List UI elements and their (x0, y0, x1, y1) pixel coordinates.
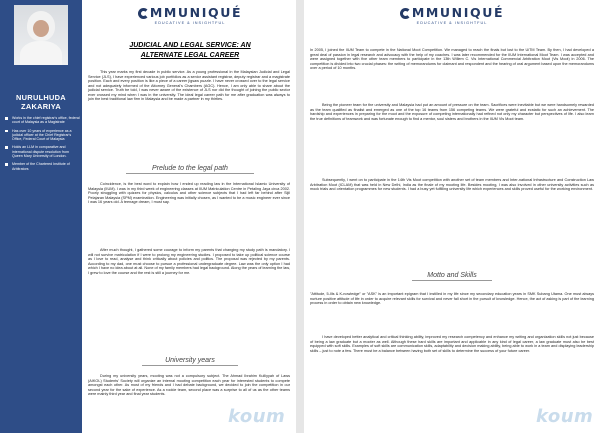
page2-paragraph-2: Being the pioneer team for the university and Malaysia had put an amount of pressure on the team. Sacrifices were inevitable but we were handsomely rewarded as the team qualified as finalist and emerged as one of the top 16 teams from 156 competing teams. We were grateful and ecstatic for such an achievement. The hardship and experiences in preparing for the moot and the exposure of competing internationally had refined not only my character but perspectives of life. I also learn the true definitions of teamwork and was fortunate enough to find a mentor, soul sisters and brothers in the IIUM Vis Moot team. (310, 103, 594, 121)
page2-paragraph-1: In 2005, I joined the IIUM Team to compete in the National Moot Competition. We managed to reach the finals but lost to the UiTM Team. By then, I had developed a great deal of passion in legal research and advocacy with the help of my coaches. I was later recommended for the IIUM International Moot Team. I was accepted and were assigned together with five other team members to participate in the 13th Willem C. Vis International Commercial Arbitration Moot (Vis Moot) in 2006. The competition is divided into two crucial phases: the writing of memorandums for claimant and respondent and the hearing of oral argument based upon the memorandums over a period of 10 months. (310, 48, 594, 71)
article-title-line2: ALTERNATE LEGAL CAREER (140, 52, 240, 59)
motto-paragraph-2: I have developed better analytical and critical thinking ability, improved my research competency and enhance my writing and organization skills not just because of being a law graduate but a mooter as well. Although these hard skills are important and applicable in any kind of legal career, a law graduate must also be best equipped with soft skills. Examples of soft skills are communication skills, adaptability and decision making ability, being able to work in a team and displaying leadership skills – just to note a few. There must be a balance between having both set of skills to determine the success of your future career. (310, 335, 594, 353)
logo-text: MMUNIQUÉ (149, 5, 243, 20)
logo-text: MMUNIQUÉ (411, 5, 505, 20)
watermark-logo: koum (228, 406, 286, 427)
author-sidebar (0, 0, 82, 433)
prelude-paragraph-2: After much thought, I gathered some courage to inform my parents that changing my study path is mandatory. I will not survive matriculation if I were to prolong my engineering studies. I proposed to take up political science course as I love to read, analyse and think critically about policies and politics. The proposal was rejected by my parents. According to my dad, one must choose to pursue a professional undergraduate degree. Law was the only option I had which I have no idea about at all. None of my family members had legal background. Along the years of learning the law, I grew to love the course and the rest is still a journey for me. (88, 248, 290, 275)
university-paragraph-1: During my university years, mooting was not a compulsory subject. The Ahmad Ibrahim Kulliyyah of Laws (AIKOL) Students' Society will organize an internal mooting competition each year for interested students to compete amongst each other. As most of my friends and I had debate background, we decided to join the competition in our second year for the sake of experience. As a rookie team, second place was a surprise to all of us as the other teams were mainly third year and final year students. (88, 374, 290, 397)
author-last-name: ZAKARIYA (21, 102, 61, 111)
watermark-logo: koum (536, 406, 594, 427)
prelude-paragraph-1: Coincidence, is the best word to explain how I ended up reading law in the International Islamic University of Malaysia (IIUM). I was in my third week of engineering classes at IIUM Matriculation Centre in Petaling Jaya circa 2002. Poorly struggling with quizzes for physics, calculus and other science subjects that I had left far behind after Sijil Pelajaran Malaysia (SPM) examination. Engineering was initially chosen, as I wanted to be a music engineer ever since I was 16 years old. A teenage dream, I must say. (88, 182, 290, 205)
logo-tagline: EDUCATIVE & INSIGHTFUL (416, 21, 488, 25)
credential-item: Holds an LLM in comparative and international dispute resolution from Queen Mary University of London. (4, 145, 80, 158)
magazine-logo (362, 6, 542, 25)
motto-paragraph-1: "Attitude, 5-Ills & K-nowledge" or "ASK" is an important epigram that I instilled in my life since my secondary education years in SMK Subang Utama. One must always nurture positive attitude of life in order to acquire relevant skills for survival and never fall short in the pursuit of knowledge. Hence, the act of asking is part of the learning process in order to obtain new knowledge. (310, 292, 594, 306)
author-photo (14, 5, 68, 65)
credential-item: Has over 10 years of experience as a judicial officer at the Chief Registrar's Office, Federal Court of Malaysia (4, 129, 80, 142)
intro-paragraph: This year marks my first decade in public service. As a young professional in the Malaysian Judicial and Legal Service (JLS), I have experienced various job portfolios as a senior assistant registrar, deputy registrar and a magistrate position. Each and every position is like a piece of a career jigsaw puzzle. I have never crossed over to the legal service and not adequately informed of the Attorney General's Chambers (AGC). Hence, I am only able to share about the judicial service. Truth be told, I was never aware of the existence of JLS nor did the thought of joining the public sector ever crossed my mind when I was in the university. The ideal legal career path for me after graduation was always to join the best traditional law firm in Malaysia and be made a partner in my thirties. (88, 70, 290, 102)
author-first-name: NURULHUDA (16, 93, 66, 102)
page-right (304, 0, 600, 433)
section-heading-university: University years (130, 357, 250, 364)
section-heading-prelude: Prelude to the legal path (110, 165, 270, 172)
article-title-line1: JUDICIAL AND LEGAL SERVICE: AN (129, 42, 251, 49)
logo-tagline: EDUCATIVE & INSIGHTFUL (154, 21, 226, 25)
page2-paragraph-3: Subsequently, I went on to participate in the 14th Vis Moot competition with another set of team members and Inter-national Infrastructure and Construction Law Arbitration Moot (ICLAM) that was held in New Delhi, India as the finale of my mooting life. Besides mooting, I was also involved in other university activities such as mock trials and orientation programmes for new students. I had a busy yet fulfilling university life which experiences and skills proved useful for the working environment. (310, 178, 594, 192)
page-left (0, 0, 296, 433)
logo-c-icon (400, 8, 411, 19)
section-heading-motto: Motto and Skills (402, 272, 502, 279)
logo-c-icon (138, 8, 149, 19)
credentials-list (4, 116, 80, 175)
credential-item: Works in the chief registrar's office, federal court of Malaysia as a Magistrate (4, 116, 80, 125)
magazine-logo (100, 6, 280, 25)
credential-item: Member of the Chartered Institute of Arbitrators (4, 162, 80, 171)
